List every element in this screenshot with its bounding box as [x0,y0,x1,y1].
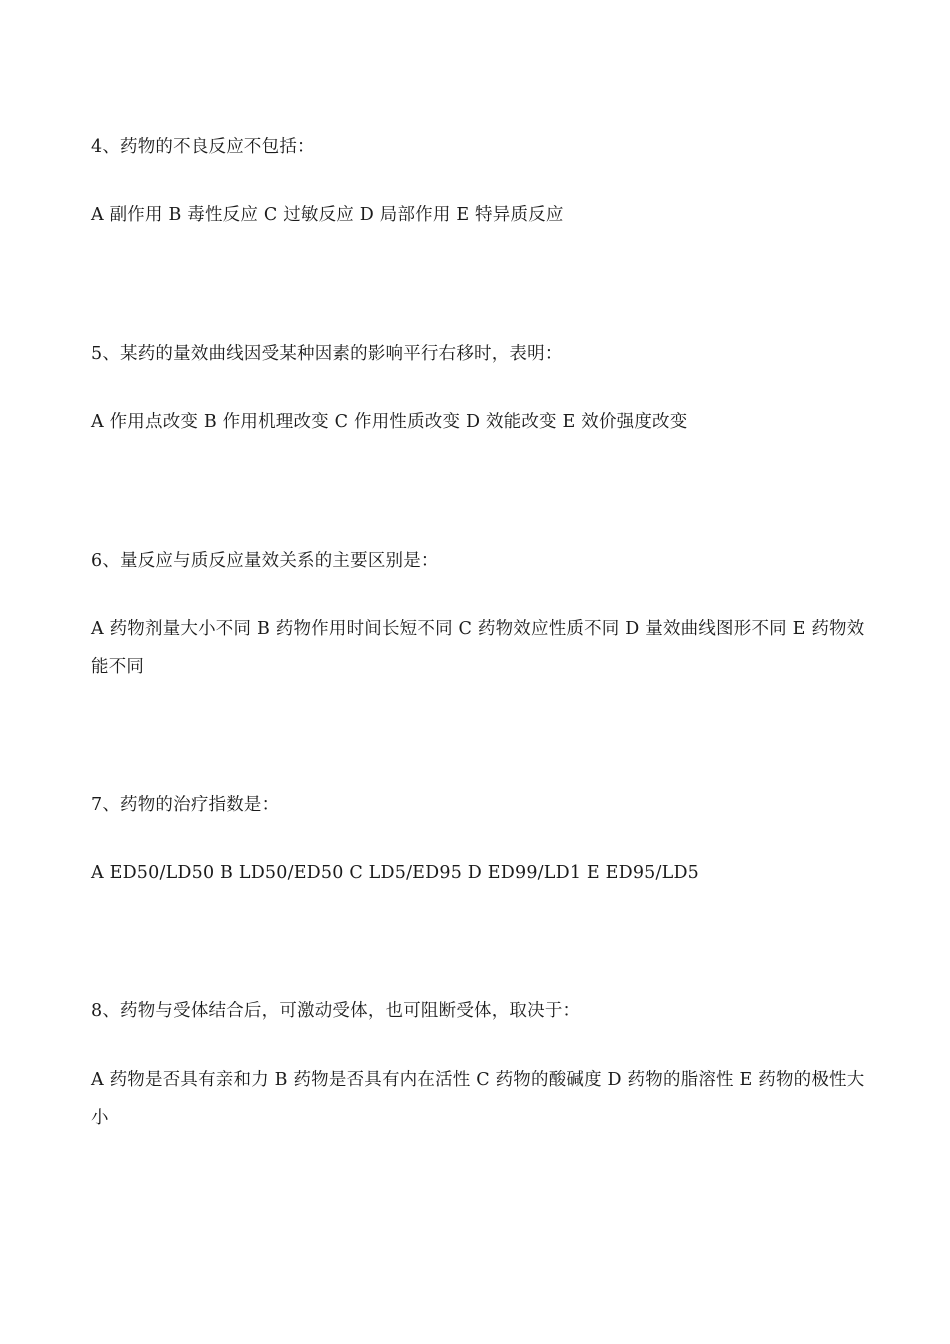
question-8-stem: 8、药物与受体结合后，可激动受体，也可阻断受体，取决于： [91,1001,581,1021]
question-7-options: A ED50/LD50 B LD50/ED50 C LD5/ED95 D ED99/LD1 E ED95/LD5 [91,863,700,883]
question-6-stem: 6、量反应与质反应量效关系的主要区别是： [91,551,439,571]
question-5-options: A 作用点改变 B 作用机理改变 C 作用性质改变 D 效能改变 E 效价强度改变 [91,412,688,432]
question-4-stem: 4、药物的不良反应不包括： [91,137,315,157]
question-8-options: A 药物是否具有亲和力 B 药物是否具有内在活性 C 药物的酸碱度 D 药物的脂溶性 E 药物的极性大小 [91,1070,865,1128]
question-5-stem: 5、某药的量效曲线因受某种因素的影响平行右移时，表明： [91,344,563,364]
question-4-options: A 副作用 B 毒性反应 C 过敏反应 D 局部作用 E 特异质反应 [91,205,564,225]
question-7-stem: 7、药物的治疗指数是： [91,795,280,815]
question-6-options: A 药物剂量大小不同 B 药物作用时间长短不同 C 药物效应性质不同 D 量效曲线图形不同 E 药物效能不同 [91,619,865,677]
